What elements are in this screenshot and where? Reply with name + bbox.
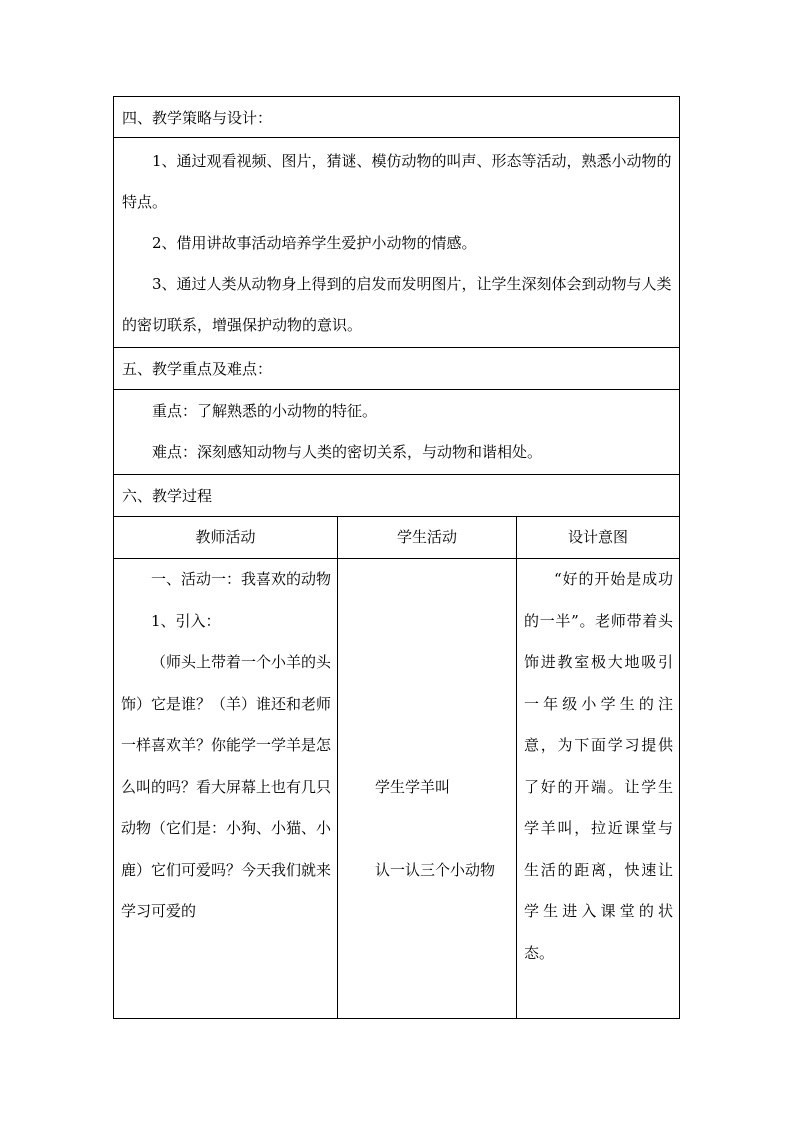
section-6-title: 六、教学过程: [113, 475, 680, 517]
section-4-title: 四、教学策略与设计：: [113, 96, 680, 138]
key-point: 重点：了解熟悉的小动物的特征。: [152, 402, 378, 420]
column-design-intent: 设计意图: [567, 528, 628, 546]
design-text: “好的开始是成功的一半”。老师带着头饰进教室极大地吸引一年级小学生的注意，为下面学习提供了好的开端。让学生学羊叫，拉近课堂与生活的距离，快速让学生进入课堂的状态。: [524, 570, 673, 962]
section-5-body: [113, 390, 680, 475]
section-5-title: 五、教学重点及难点：: [113, 348, 680, 390]
column-teacher-activity: 教师活动: [114, 517, 338, 558]
section-4-body: [113, 138, 680, 348]
student-activity-cell: [338, 559, 517, 1018]
teacher-activity-cell: [114, 559, 338, 1018]
process-table-header: [113, 517, 680, 559]
lesson-plan-table: [113, 96, 680, 1019]
design-intent-cell: [517, 559, 679, 1018]
teacher-text: （师头上带着一个小羊的头饰）它是谁？（羊）谁还和老师一样喜欢羊？你能学一学羊是怎么叫的吗？看大屏幕上也有几只动物（它们是：小狗、小猫、小鹿）它们可爱吗？今天我们就来学习可爱的: [121, 653, 332, 920]
student-line-2: 认一认三个小动物: [375, 860, 496, 879]
column-student-activity: 学生活动: [338, 517, 517, 558]
student-line-1: 学生学羊叫: [375, 778, 451, 796]
activity-step: 1、引入：: [151, 611, 221, 630]
strategy-item-2: 2、借用讲故事活动培养学生爱护小动物的情感。: [152, 234, 477, 252]
strategy-item-1: 1、通过观看视频、图片，猜谜、模仿动物的叫声、形态等活动，熟悉小动物的特点。: [122, 152, 672, 211]
activity-title: 一、活动一：我喜欢的动物: [151, 570, 332, 588]
process-table-row: [113, 559, 680, 1019]
difficulty: 难点：深刻感知动物与人类的密切关系，与动物和谐相处。: [152, 443, 543, 461]
strategy-item-3: 3、通过人类从动物身上得到的启发而发明图片，让学生深刻体会到动物与人类的密切联系，增强保护动物的意识。: [122, 275, 672, 334]
